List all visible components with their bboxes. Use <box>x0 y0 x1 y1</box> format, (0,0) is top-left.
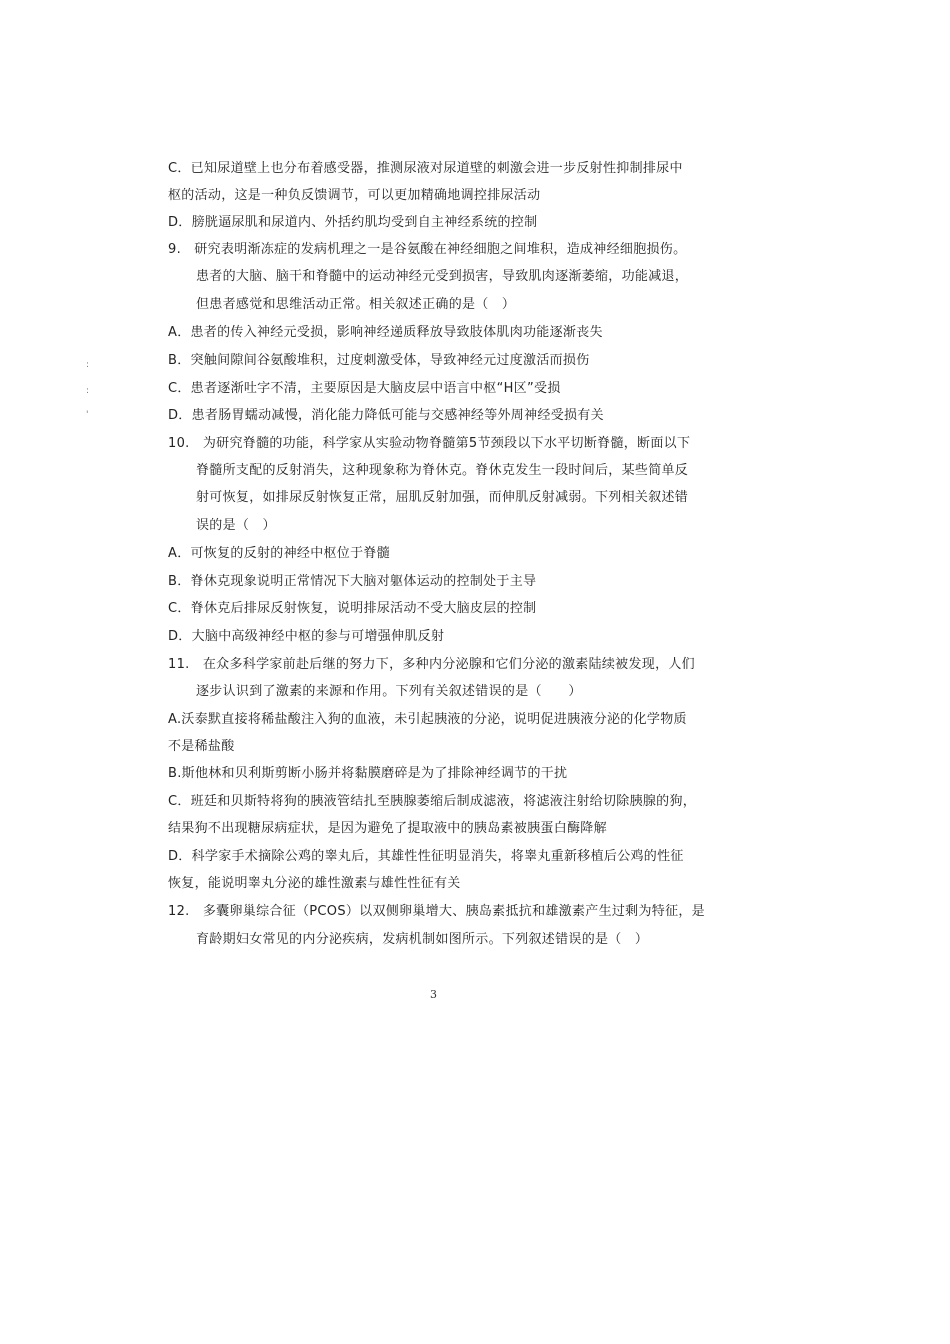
q10-stem-line4: 误的是（ ） <box>196 518 276 533</box>
q9-option-b: B．突触间隙间谷氨酸堆积，过度刺激受体，导致神经元过度激活而损伤 <box>168 353 590 368</box>
q9-option-c: C．患者逐渐吐字不清，主要原因是大脑皮层中语言中枢“H区”受损 <box>168 381 561 396</box>
margin-mark: : <box>86 386 90 396</box>
q10-stem-line3: 射可恢复，如排尿反射恢复正常，屈肌反射加强，而伸肌反射减弱。下列相关叙述错 <box>196 490 689 505</box>
q11-option-d-line2: 恢复，能说明睾丸分泌的雄性激素与雄性性征有关 <box>168 876 461 891</box>
q12-stem-line2: 育龄期妇女常见的内分泌疾病，发病机制如图所示。下列叙述错误的是（ ） <box>196 932 649 947</box>
q10-option-a: A．可恢复的反射的神经中枢位于脊髓 <box>168 546 390 561</box>
q11-stem-line2: 逐步认识到了激素的来源和作用。下列有关叙述错误的是（ ） <box>196 684 582 699</box>
q8-option-d: D．膀胱逼尿肌和尿道内、外括约肌均受到自主神经系统的控制 <box>168 215 538 230</box>
q9-option-d: D．患者肠胃蠕动减慢，消化能力降低可能与交感神经等外周神经受损有关 <box>168 408 604 423</box>
q10-stem-line1: 10. 为研究脊髓的功能，科学家从实验动物脊髓第5节颈段以下水平切断脊髓，断面以下 <box>168 436 691 451</box>
q10-option-b: B．脊休克现象说明正常情况下大脑对躯体运动的控制处于主导 <box>168 574 537 589</box>
q8-option-c-line1: C．已知尿道壁上也分布着感受器，推测尿液对尿道壁的刺激会进一步反射性抑制排尿中 <box>168 161 683 176</box>
q10-stem-line2: 脊髓所支配的反射消失，这种现象称为脊休克。脊休克发生一段时间后，某些简单反 <box>196 463 689 478</box>
q10-option-d: D．大脑中高级神经中枢的参与可增强伸肌反射 <box>168 629 445 644</box>
q9-option-a: A．患者的传入神经元受损，影响神经递质释放导致肢体肌肉功能逐渐丧失 <box>168 325 603 340</box>
q11-option-d-line1: D．科学家手术摘除公鸡的睾丸后，其雄性性征明显消失，将睾丸重新移植后公鸡的性征 <box>168 849 684 864</box>
q11-option-c-line1: C．班廷和贝斯特将狗的胰液管结扎至胰腺萎缩后制成滤液，将滤液注射给切除胰腺的狗， <box>168 794 697 809</box>
q11-option-b: B.斯他林和贝利斯剪断小肠并将黏膜磨碎是为了排除神经调节的干扰 <box>168 766 568 781</box>
q11-option-a-line2: 不是稀盐酸 <box>168 739 235 754</box>
q10-option-c: C．脊休克后排尿反射恢复，说明排尿活动不受大脑皮层的控制 <box>168 601 537 616</box>
q12-stem-line1: 12. 多囊卵巢综合征（PCOS）以双侧卵巢增大、胰岛素抵抗和雄激素产生过剩为特征，是 <box>168 904 705 919</box>
q9-stem-line1: 9. 研究表明渐冻症的发病机理之一是谷氨酸在神经细胞之间堆积，造成神经细胞损伤。 <box>168 242 687 257</box>
page-number: 3 <box>430 988 437 1001</box>
margin-mark: : <box>86 360 90 370</box>
q11-stem-line1: 11. 在众多科学家前赴后继的努力下，多种内分泌腺和它们分泌的激素陆续被发现，人们 <box>168 657 695 672</box>
margin-mark: ' <box>86 410 89 420</box>
q9-stem-line3: 但患者感觉和思维活动正常。相关叙述正确的是（ ） <box>196 297 516 312</box>
q9-stem-line2: 患者的大脑、脑干和脊髓中的运动神经元受到损害，导致肌肉逐渐萎缩，功能减退， <box>196 269 689 284</box>
q11-option-c-line2: 结果狗不出现糖尿病症状，是因为避免了提取液中的胰岛素被胰蛋白酶降解 <box>168 821 607 836</box>
q8-option-c-line2: 枢的活动，这是一种负反馈调节，可以更加精确地调控排尿活动 <box>168 188 541 203</box>
q11-option-a-line1: A.沃泰默直接将稀盐酸注入狗的血液，未引起胰液的分泌，说明促进胰液分泌的化学物质 <box>168 712 687 727</box>
